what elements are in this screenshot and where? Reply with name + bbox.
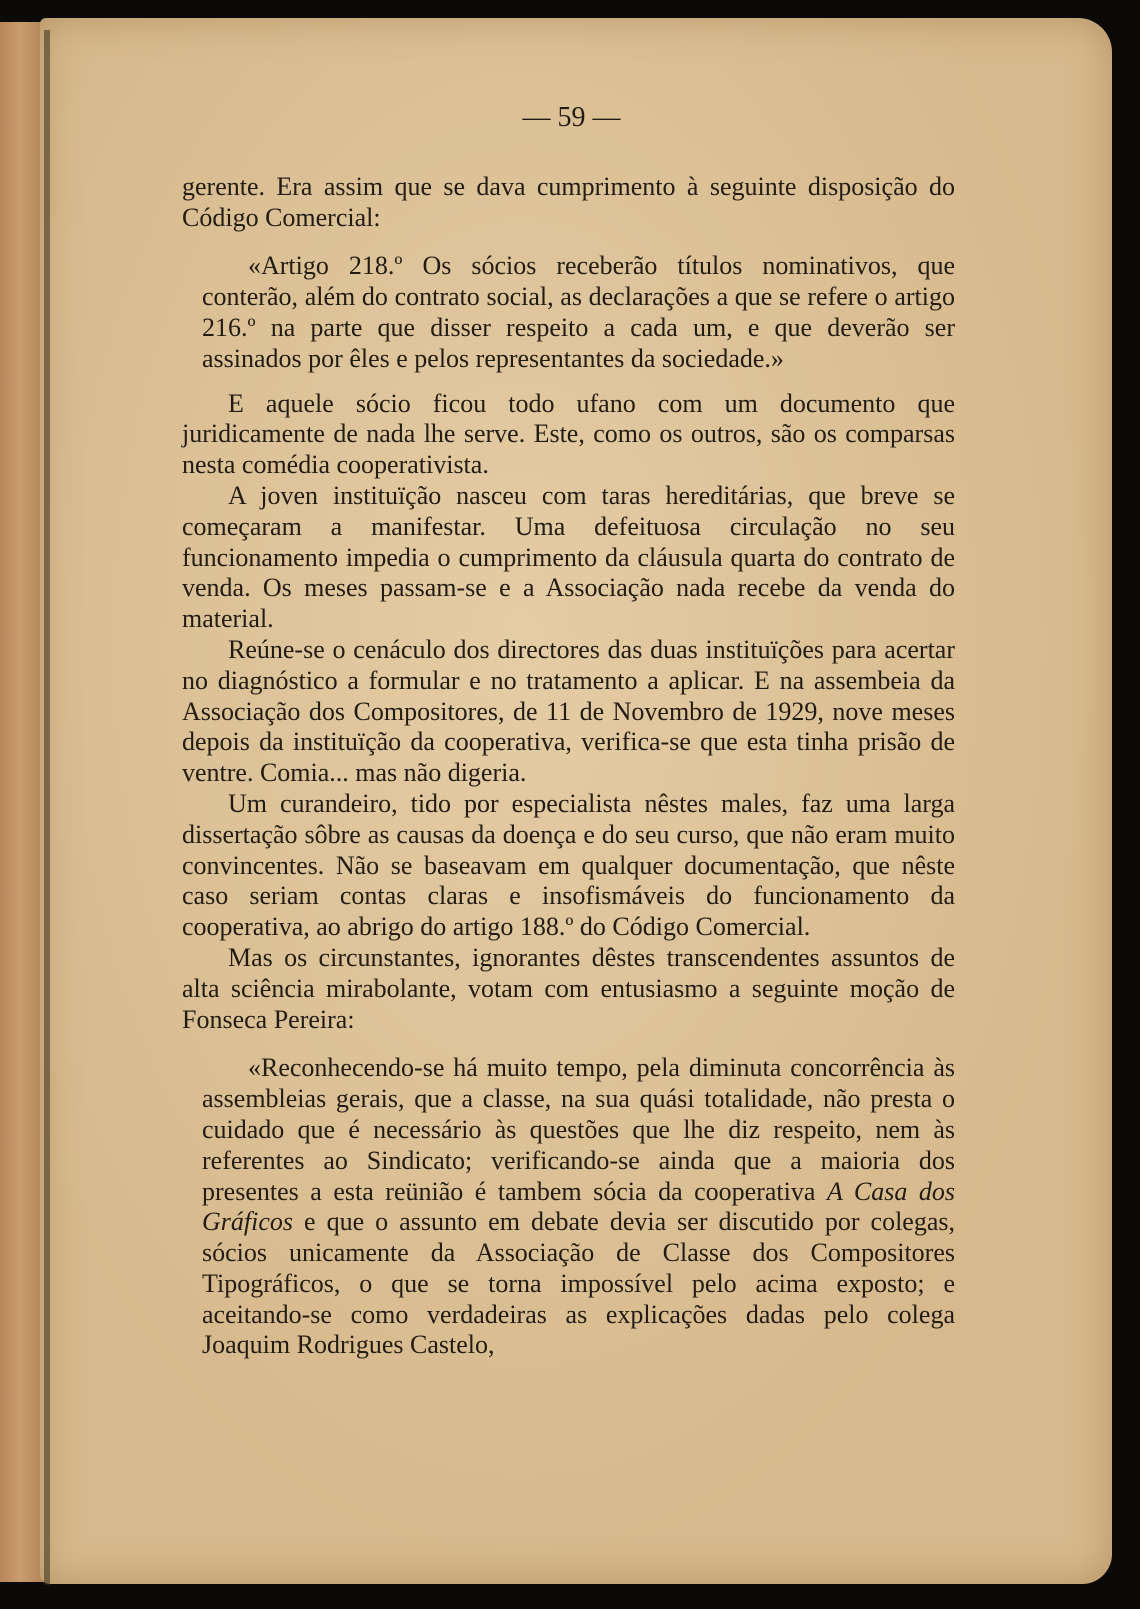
paragraph-6: Um curandeiro, tido por especialista nêstes males, faz uma larga dissertação sôbre as causas da doença e do seu curso, que não eram muito convincentes. Não se baseavam em qualquer documentação, que nêste caso seriam contas claras e insofismáveis do funcionamento da cooperativa, ao abrigo do artigo 188.º do Código Comercial. xyxy=(182,788,955,942)
paragraph-7: Mas os circunstantes, ignorantes dêstes transcendentes assuntos de alta sciência mirabolante, votam com entusiasmo a seguinte moção de Fonseca Pereira: xyxy=(182,942,955,1034)
quoted-motion-part-2: e que o assunto em debate devia ser discutido por colegas, sócios unicamente da Associação de Classe dos Compositores Tipográficos, o que se torna impossível pelo acima exposto; e aceitando-se como verdadeiras as explicações dadas pelo colega Joaquim Rodrigues Castelo, xyxy=(202,1207,955,1360)
paragraph-1: gerente. Era assim que se dava cumprimento à seguinte disposição do Código Comercial: xyxy=(182,171,955,232)
page-text xyxy=(182,103,955,1361)
quoted-motion xyxy=(182,1053,955,1361)
paragraph-5: Reúne-se o cenáculo dos directores das duas instituïções para acertar no diagnóstico a formular e no tratamento a aplicar. E na assembeia da Associação dos Compositores, de 11 de Novembro de 1929, nove meses depois da instituïção da cooperativa, verifica-se que esta tinha prisão de ventre. Comia... mas não digeria. xyxy=(182,634,955,788)
quoted-motion-part-1: «Reconhecendo-se há muito tempo, pela diminuta concorrência às assembleias gerais, que a classe, na sua quási totalidade, não presta o cuidado que é necessário às questões que lhe diz respeito, nem às referentes ao Sindicato; verificando-se ainda que a maioria dos presentes a esta reünião é tambem sócia da cooperativa xyxy=(202,1053,955,1206)
quoted-motion-italic-title: A Casa dos Gráficos xyxy=(202,1176,955,1237)
binding-gutter xyxy=(44,30,50,1585)
paragraph-3: E aquele sócio ficou todo ufano com um documento que juridicamente de nada lhe serve. Este, como os outros, são os comparsas nesta comédia cooperativista. xyxy=(182,388,955,480)
page-number: — 59 — xyxy=(522,102,621,133)
paragraph-4: A joven instituïção nasceu com taras hereditárias, que breve se começaram a manifestar. Uma defeituosa circulação no seu funcionamento impedia o cumprimento da cláusula quarta do contrato de venda. Os meses passam-se e a Associação nada recebe da venda do material. xyxy=(182,480,955,634)
quoted-article-218: «Artigo 218.º Os sócios receberão títulos nominativos, que conterão, além do contrato social, as declarações a que se refere o artigo 216.º na parte que disser respeito a cada um, e que deverão ser assinados por êles e pelos representantes da sociedade.» xyxy=(202,251,955,373)
